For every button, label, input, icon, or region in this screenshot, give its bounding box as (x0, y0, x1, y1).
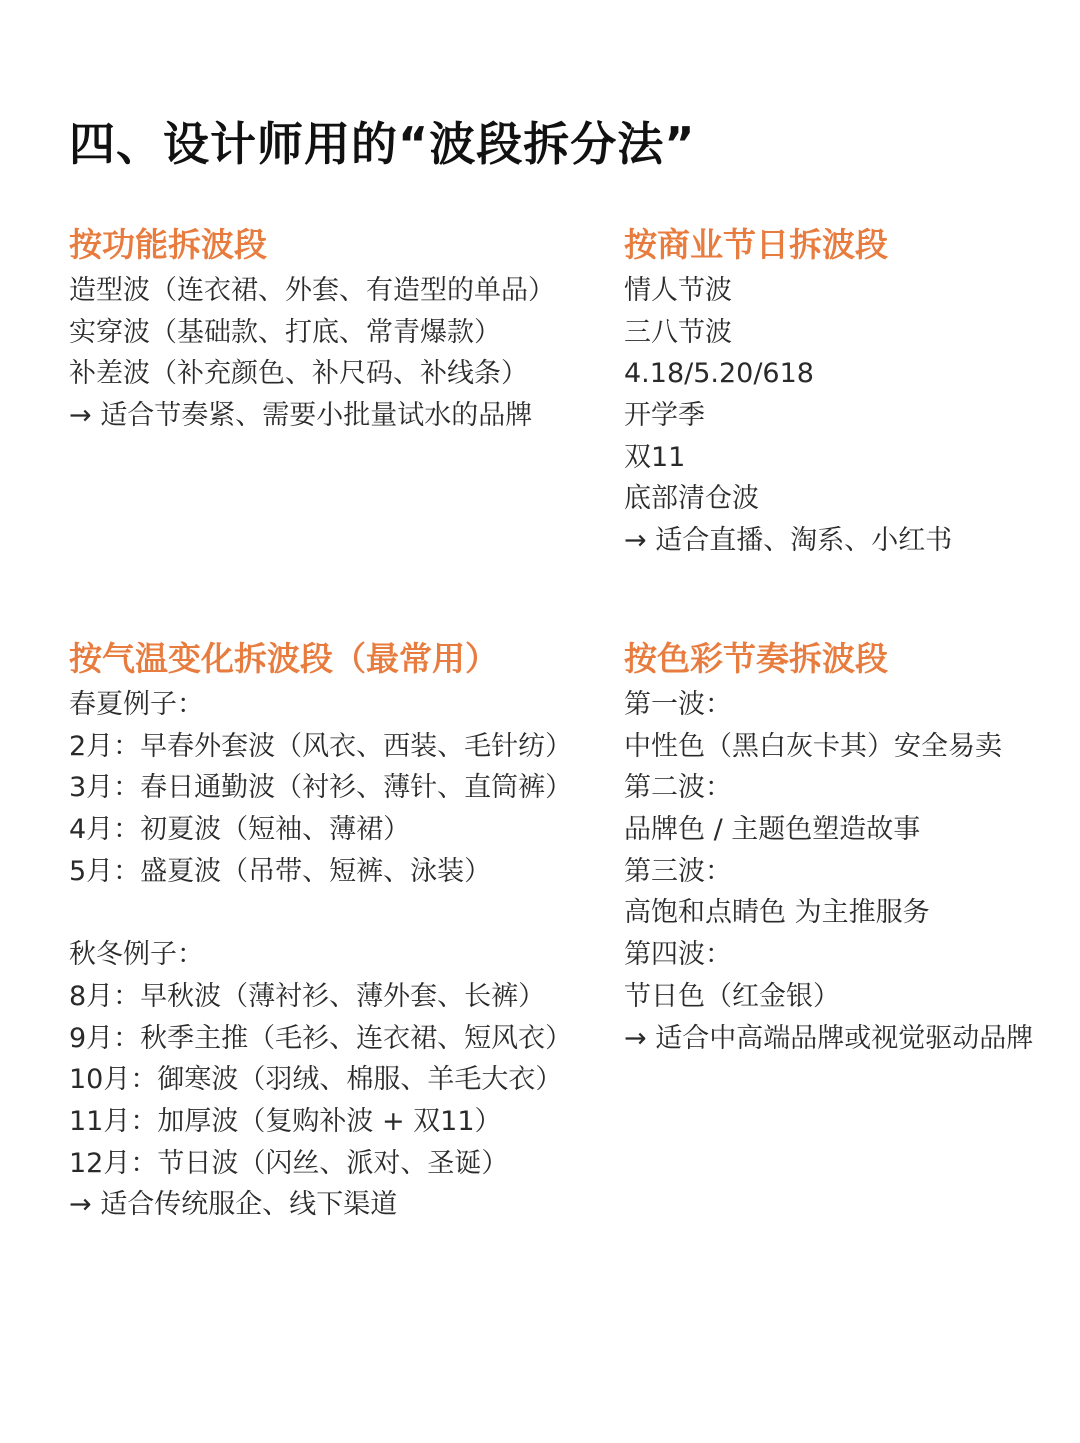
list-item: 8月：早秋波（薄衬衫、薄外套、长裤） (69, 980, 546, 1012)
list-item: 双11 (624, 441, 686, 473)
list-item: 第一波： (624, 689, 732, 720)
section-by-weather (69, 636, 609, 1226)
list-item: 造型波（连衣裙、外套、有造型的单品） (69, 275, 555, 306)
list-item: 三八节波 (624, 316, 732, 348)
section-heading-color: 按色彩节奏拆波段 (624, 639, 888, 678)
function-line-list (69, 270, 569, 437)
list-item: 情人节波 (624, 275, 732, 306)
section-heading-weather: 按气温变化拆波段（最常用） (69, 639, 498, 678)
list-item: 10月：御寒波（羽绒、棉服、羊毛大衣） (69, 1064, 563, 1096)
list-item: 11月：加厚波（复购补波 + 双11） (69, 1105, 502, 1137)
list-item: → 适合中高端品牌或视觉驱动品牌 (624, 1022, 1034, 1054)
list-item: 开学季 (624, 400, 705, 432)
section-by-holiday (624, 222, 1064, 562)
list-item: 2月：早春外套波（风衣、西装、毛针纺） (69, 730, 573, 762)
list-item: 第二波： (624, 772, 732, 804)
list-item: 5月：盛夏波（吊带、短裤、泳装） (69, 855, 492, 887)
spring-label: 春夏例子： (69, 689, 204, 720)
spacer (69, 892, 609, 934)
list-item: 4月：初夏波（短袖、薄裙） (69, 814, 411, 846)
list-item: → 适合节奏紧、需要小批量试水的品牌 (69, 400, 533, 432)
section-heading-holiday: 按商业节日拆波段 (624, 225, 888, 264)
list-item: 中性色（黑白灰卡其）安全易卖 (624, 730, 1002, 762)
list-item: 12月：节日波（闪丝、派对、圣诞） (69, 1147, 509, 1179)
list-item: 第三波： (624, 855, 732, 887)
page-title: 四、设计师用的“波段拆分法” (69, 117, 696, 171)
list-item: 节日色（红金银） (624, 980, 840, 1012)
section-heading-function: 按功能拆波段 (69, 225, 267, 264)
weather-line-list (69, 684, 609, 1226)
holiday-line-list (624, 270, 1064, 562)
list-item: 9月：秋季主推（毛衫、连衣裙、短风衣） (69, 1022, 573, 1054)
section-by-color (624, 636, 1064, 1059)
list-item: 3月：春日通勤波（衬衫、薄针、直筒裤） (69, 772, 573, 804)
list-item: 品牌色 / 主题色塑造故事 (624, 814, 921, 846)
list-item: 第四波： (624, 939, 732, 971)
list-item: 高饱和点睛色 为主推服务 (624, 897, 930, 929)
list-item: 补差波（补充颜色、补尺码、补线条） (69, 358, 528, 390)
list-item: 4.18/5.20/618 (624, 358, 814, 390)
list-item: 底部清仓波 (624, 483, 759, 515)
color-line-list (624, 684, 1064, 1059)
list-item: → 适合传统服企、线下渠道 (69, 1189, 398, 1221)
section-by-function (69, 222, 569, 437)
list-item: → 适合直播、淘系、小红书 (624, 525, 953, 557)
autumn-label: 秋冬例子： (69, 939, 204, 971)
list-item: 实穿波（基础款、打底、常青爆款） (69, 316, 501, 348)
